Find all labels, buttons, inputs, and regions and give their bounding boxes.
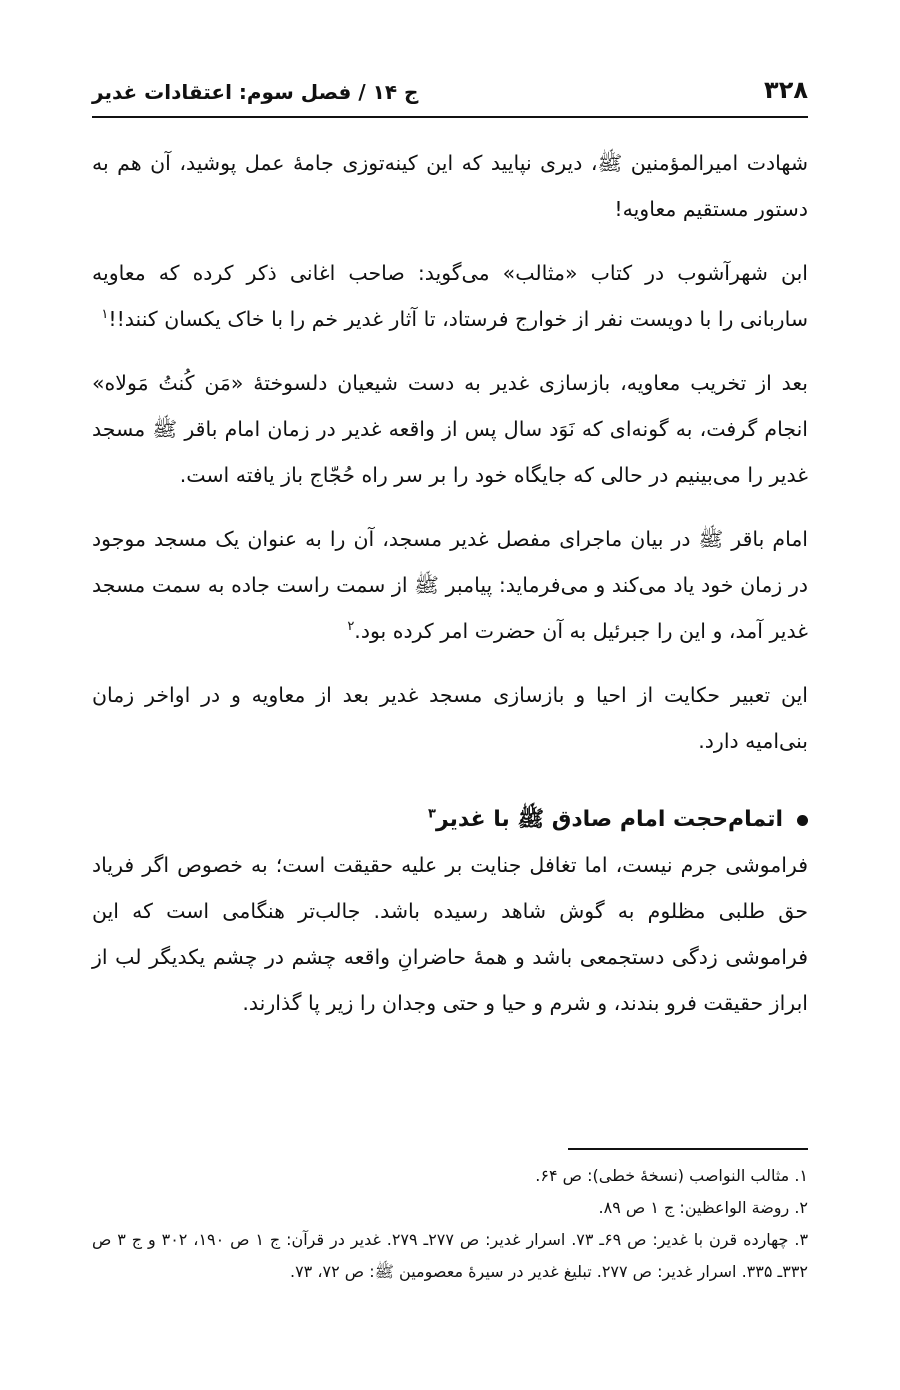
- footnote-ref[interactable]: ۳: [428, 806, 436, 822]
- paragraph: [92, 360, 808, 498]
- paragraph-text: فراموشی جرم نیست، اما تغافل جنایت بر علیه حقیقت است؛ به خصوص اگر فریاد حق طلبی مظلوم به گوش شاهد رسیده باشد. جالب‌تر هنگامی است که این فراموشی زدگی دستجمعی باشد و همۀ حاضرانِ واقعه چشم در چشم یکدیگر لب از ابراز حقیقت فرو بندند، و شرم و حیا و حتی وجدان را زیر پا گذارند.: [92, 853, 808, 1015]
- paragraph-text: امام باقر ﷺ در بیان ماجرای مفصل غدیر مسجد، آن را به عنوان یک مسجد موجود در زمان خود یاد می‌کند و می‌فرماید: پیامبر ﷺ از سمت راست جاده به سمت مسجد غدیر آمد، و این را جبرئیل به آن حضرت امر کرده بود.: [92, 527, 808, 643]
- footnote-divider: [568, 1148, 808, 1150]
- section-heading-text: اتمام‌حجت امام صادق ﷺ با غدیر: [435, 807, 783, 832]
- bullet-icon: [797, 815, 808, 826]
- paragraph: [92, 250, 808, 342]
- footnote-item: ۳. چهارده قرن با غدیر: ص ۶۹ـ ۷۳. اسرار غدیر: ص ۲۷۷ـ ۲۷۹. غدیر در قرآن: ج ۱ ص ۱۹۰، ۳۰۲ و ج ۳ ص ۳۳۲ـ ۳۳۵. اسرار غدیر: ص ۲۷۷. تبلیغ غدیر در سیرۀ معصومین ﷺ: ص ۷۲، ۷۳.: [92, 1230, 809, 1281]
- footnote-item: ۱. مثالب النواصب (نسخۀ خطی): ص ۶۴.: [535, 1166, 808, 1185]
- paragraph: [92, 672, 808, 764]
- page-header: [92, 70, 808, 118]
- paragraph-text: بعد از تخریب معاویه، بازسازی غدیر به دست شیعیان دلسوختۀ «مَن کُنتُ مَولاه» انجام گرفت، به گونه‌ای که نَوَد سال پس از واقعه غدیر در زمان امام باقر ﷺ مسجد غدیر را می‌بینیم در حالی که جایگاه خود را بر سر راه حُجّاج باز یافته است.: [92, 371, 808, 487]
- paragraph-text: این تعبیر حکایت از احیا و بازسازی مسجد غدیر بعد از معاویه و در اواخر زمان بنی‌امیه دارد.: [92, 683, 808, 753]
- book-page: [92, 0, 808, 1390]
- footnotes: [92, 1160, 808, 1288]
- footnote-item: ۲. روضة الواعظین: ج ۱ ص ۸۹.: [598, 1198, 808, 1217]
- page-number: ۳۲۸: [764, 76, 808, 104]
- paragraph-text: ابن شهرآشوب در کتاب «مثالب» می‌گوید: صاحب اغانی ذکر کرده که معاویه ساربانی را با دویست نفر از خوارج فرستاد، تا آثار غدیر خم را با خاک یکسان کنند!!: [92, 261, 808, 331]
- paragraph: [92, 140, 808, 232]
- section-heading: [92, 798, 808, 842]
- footnote-ref[interactable]: ۱: [101, 307, 109, 323]
- page-body: [92, 140, 808, 1044]
- paragraph: [92, 516, 808, 654]
- footnote-ref[interactable]: ۲: [347, 619, 355, 635]
- paragraph-text: شهادت امیرالمؤمنین ﷺ، دیری نپایید که این کینه‌توزی جامۀ عمل پوشید، آن هم به دستور مستقیم معاویه!: [92, 151, 808, 221]
- paragraph: [92, 842, 808, 1026]
- running-title: ج ۱۴ / فصل سوم: اعتقادات غدیر: [92, 80, 419, 104]
